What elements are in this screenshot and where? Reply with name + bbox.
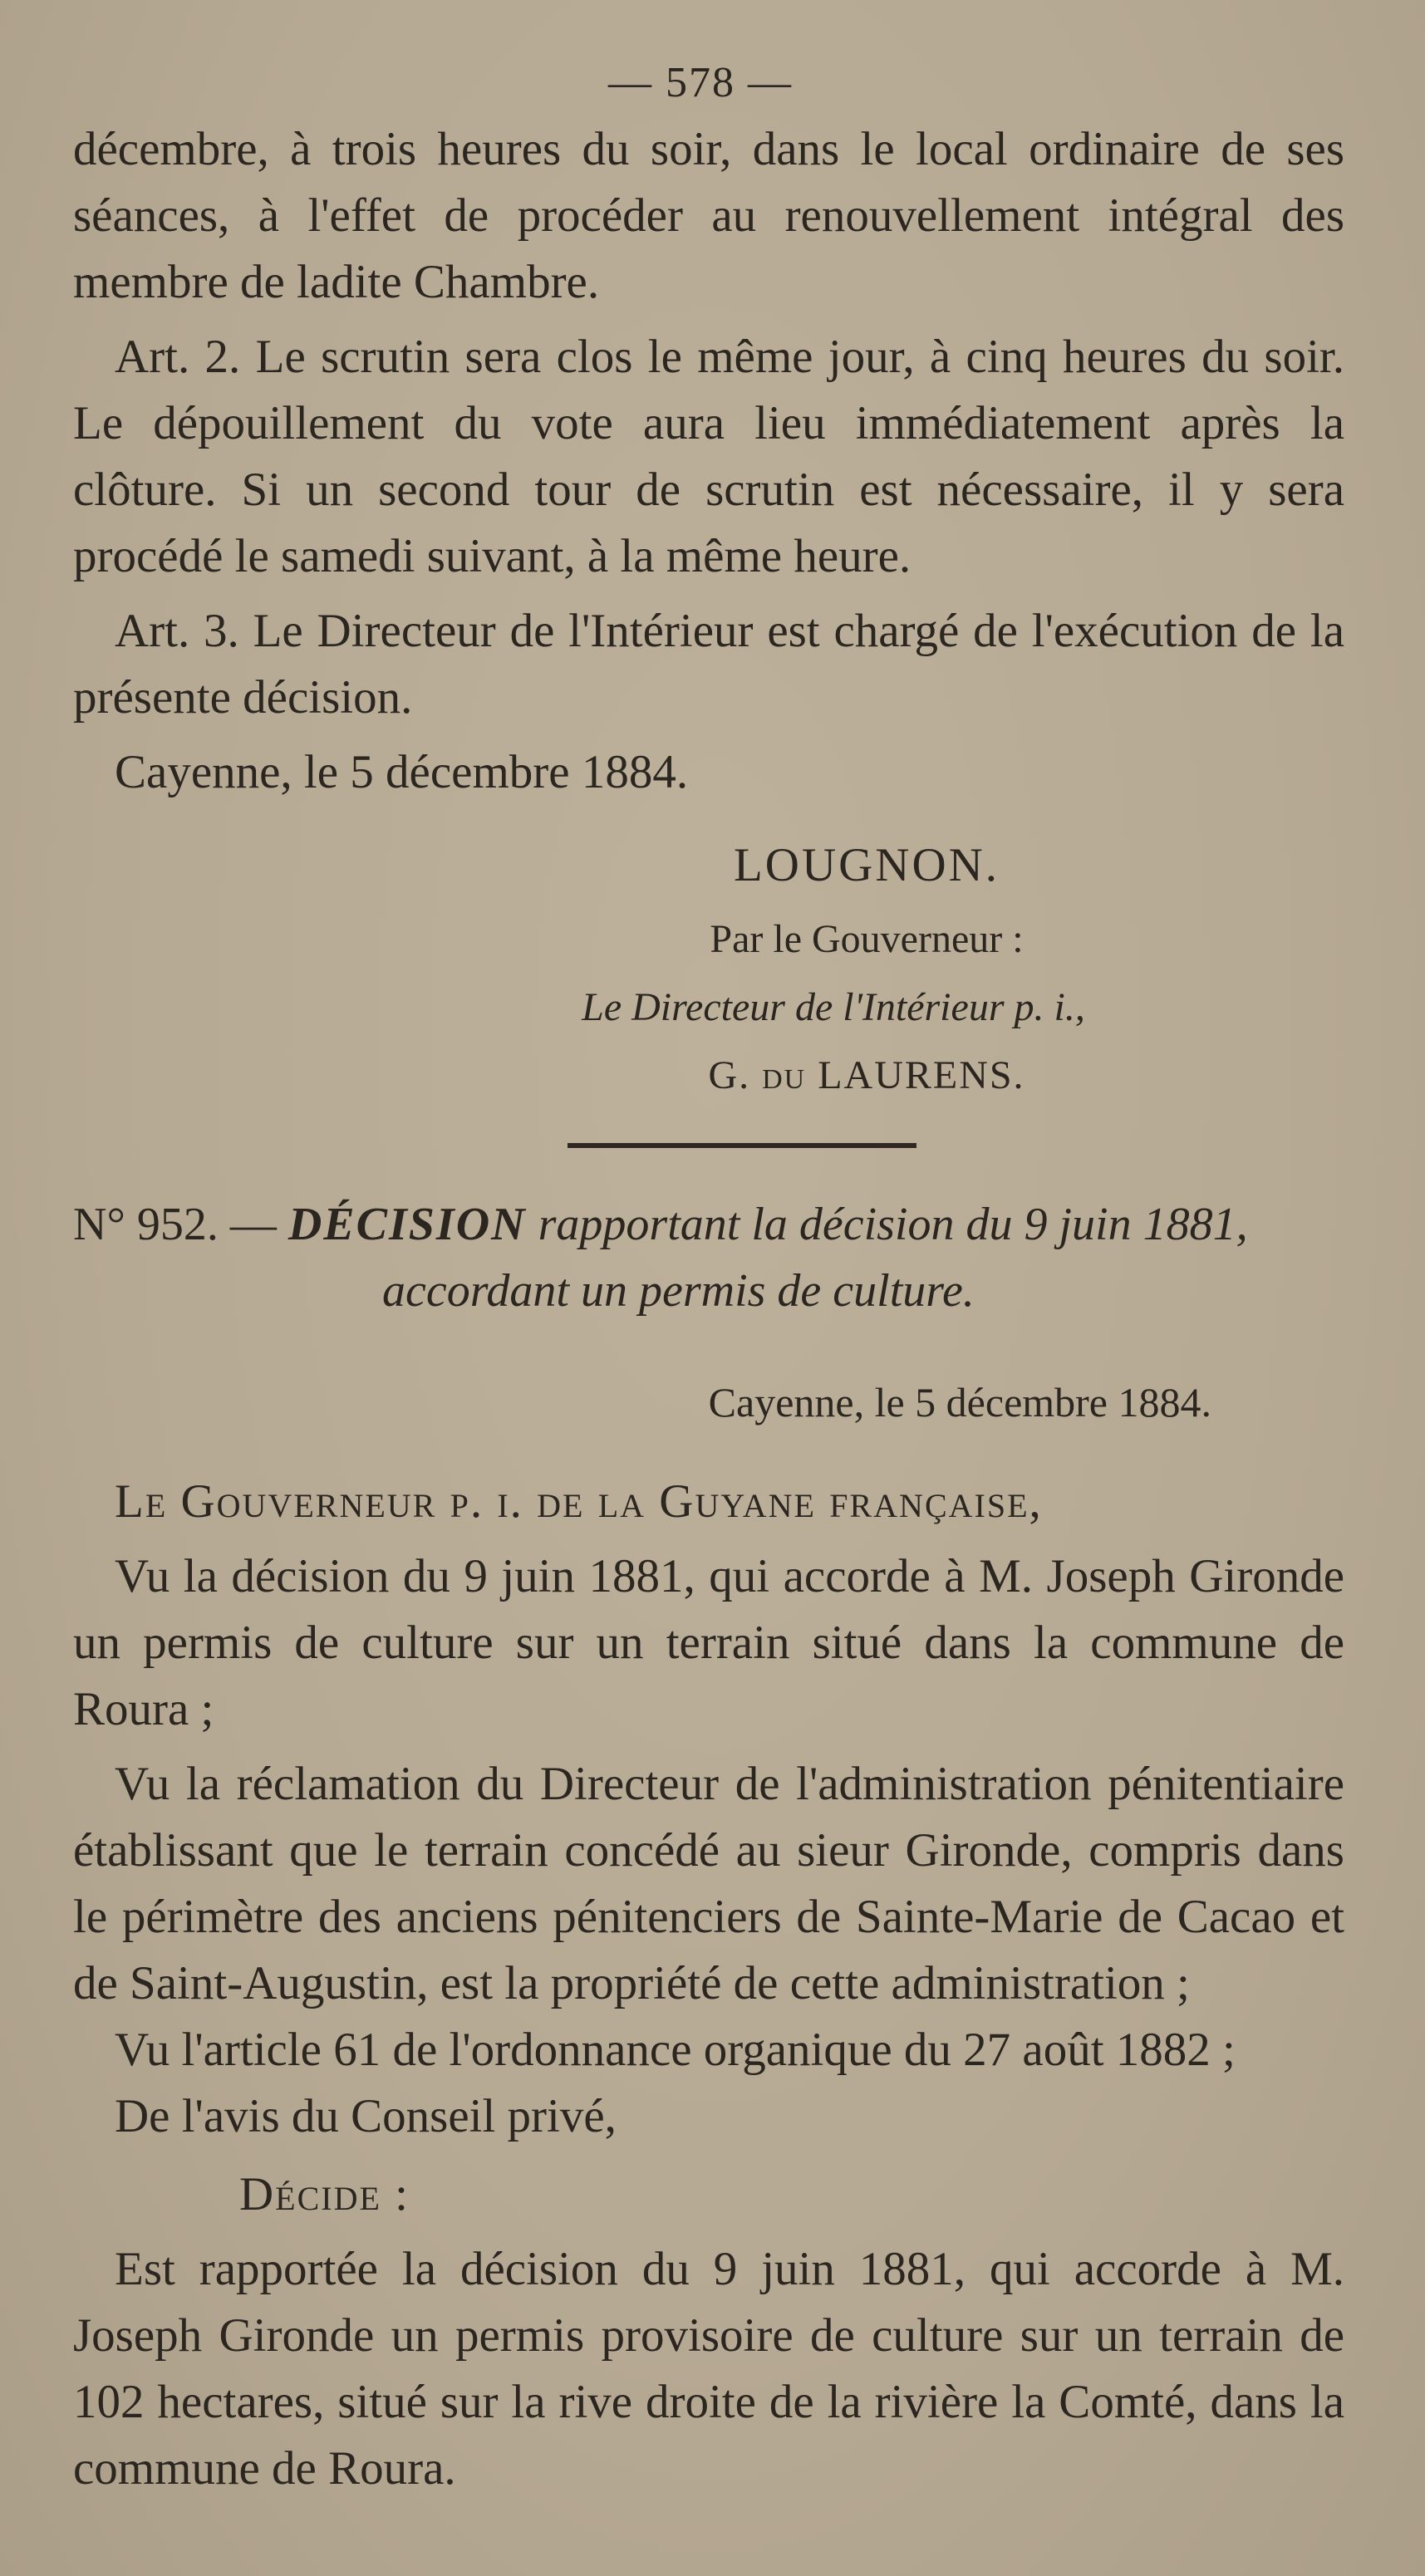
separator-rule [568,1143,916,1148]
whereas-2: Vu la réclamation du Directeur de l'administration pénitentiaire établissant que le terrain concédé au sieur Gironde, compris dans le périmètre des anciens pénitenciers de Sainte-Marie de Cacao et de Saint-Augustin, est la propriété de cette administration ; [73,1758,1344,2009]
page-number: — 578 — [608,59,793,106]
whereas-1: Vu la décision du 9 juin 1881, qui accorde à M. Joseph Gironde un permis de culture sur un terrain situé dans la commune de Roura ; [73,1550,1344,1735]
council-opinion: De l'avis du Conseil privé, [115,2090,617,2142]
whereas-3: Vu l'article 61 de l'ordonnance organique du 27 août 1882 ; [115,2024,1236,2076]
dateline: Cayenne, le 5 décembre 1884. [115,746,689,798]
signature-by: Par le Gouverneur : [710,917,1024,961]
decision-heading [73,1191,1344,1324]
decision-ruling: Est rapportée la décision du 9 juin 1881, qui accorde à M. Joseph Gironde un permis provisoire de culture sur un terrain de 102 hectares, situé sur la rive droite de la rivière la Comté, dans la commune de Roura. [73,2243,1344,2495]
decision-title-word: DÉCISION [287,1199,527,1250]
signatory-name: LOUGNON. [733,839,1000,891]
signature-block [73,826,1344,1110]
signature-role: Le Directeur de l'Intérieur p. i., [582,985,1085,1029]
decision-title-text: rapportant la décision du 9 juin 1881, [538,1199,1248,1250]
governor-line: Le Gouverneur p. i. de la Guyane française, [115,1475,1043,1528]
paragraph-continuation: décembre, à trois heures du soir, dans le local ordinaire de ses séances, à l'effet de procéder au renouvellement intégral des membre de ladite Chambre. [73,123,1344,308]
article-3: Art. 3. Le Directeur de l'Intérieur est chargé de l'exécution de la présente décision. [73,605,1344,724]
decision-title-line2: accordant un permis de culture. [382,1265,975,1317]
document-page [73,50,1344,2502]
article-2: Art. 2. Le scrutin sera clos le même jour, à cinq heures du soir. Le dépouillement du vote aura lieu immédiatement après la clôture. Si un second tour de scrutin est nécessaire, il y sera procédé le samedi suivant, à la même heure. [73,331,1344,582]
signature-signer: G. du LAURENS. [708,1053,1025,1097]
decision-number: N° 952. — [73,1199,277,1250]
decision-place-date: Cayenne, le 5 décembre 1884. [708,1379,1211,1425]
decides-heading: Décide : [239,2168,410,2220]
